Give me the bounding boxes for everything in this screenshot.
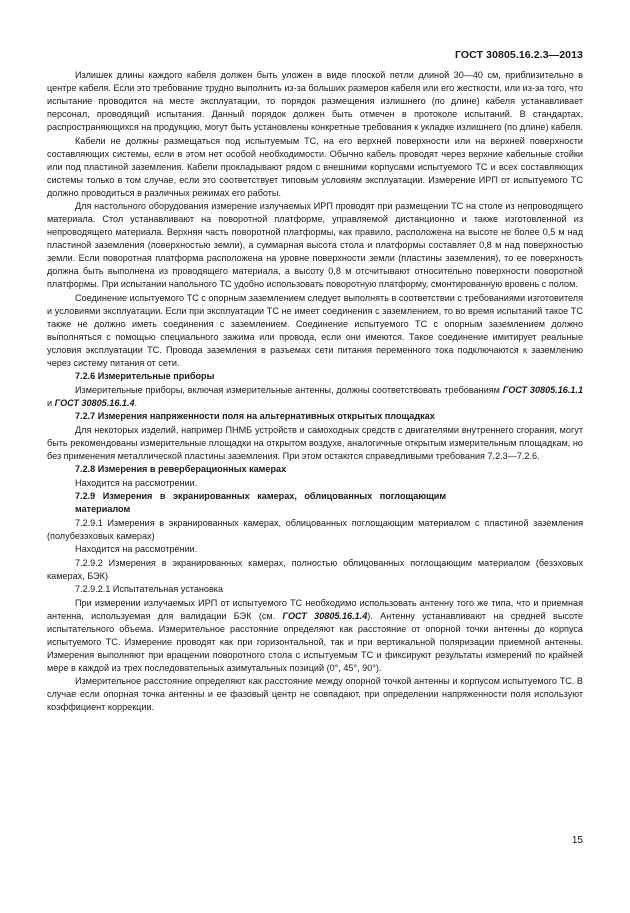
section-heading-7-2-9-cont: материалом bbox=[75, 504, 131, 514]
section-heading-7-2-8: 7.2.8 Измерения в реверберационных камерах bbox=[75, 464, 287, 474]
paragraph: Находится на рассмотрении. bbox=[75, 544, 198, 554]
text: . bbox=[134, 397, 138, 408]
paragraph: Излишек длины каждого кабеля должен быть уложен в виде плоской петли длиной 30—40 см, приблизительно в центре кабеля. Если это требование трудно выполнить из-за больших размеров кабеля или его жесткости, или из-за того, что испытание проводится на месте эксплуатации, то порядок размещения излишнего (по длине) кабеля устанавливает персонал, проводящий испытания. Данный порядок должен быть отмечен в протоколе испытаний. В стандартах, распространяющихся на продукцию, могут быть установлены конкретные требования к укладке излишнего (по длине) кабеля. bbox=[47, 70, 583, 132]
paragraph bbox=[47, 597, 583, 675]
paragraph: 7.2.9.1 Измерения в экранированных камерах, облицованных поглощающим материалом с пластиной заземления (полубезэховых камерах) bbox=[47, 517, 583, 541]
paragraph bbox=[47, 384, 583, 410]
standard-reference: ГОСТ 30805.16.1.1 bbox=[502, 384, 584, 395]
document-header: ГОСТ 30805.16.2.3—2013 bbox=[455, 49, 583, 61]
paragraph: Для настольного оборудования измерение излучаемых ИРП проводят при размещении ТС на столе из непроводящего материала. Стол устанавливают на поворотной платформе, управляемой дистанционно и также изготовленной из непроводящего материала. Верхняя часть поворотной платформы, как правило, расположена на высоте не более 0,5 м над пластиной заземления (поверхностью земли), а суммарная высота стола и платформы составляет 0,8 м над поверхностью земли. Если поворотная платформа расположена на уровне поверхности земли (пластины заземления), то ее поверхность должна быть выполнена из проводящего материала, а высоту 0,8 м отсчитывают относительно поверхности поворотной платформы. При испытании напольного ТС удобно использовать поворотную платформу, смонтированную вровень с полом. bbox=[47, 201, 583, 289]
page-number: 15 bbox=[571, 835, 583, 846]
section-heading-7-2-9: 7.2.9 Измерения в экранированных камерах, облицованных поглощающим bbox=[75, 491, 447, 501]
paragraph: Для некоторых изделий, например ПНМБ устройств и самоходных средств с двигателями внутреннего сгорания, могут быть рекомендованы измерительные площадки на открытом воздухе, аналогичные открытым измерительным площадкам, но без применения металлической пластины заземления. При этом остаются справедливыми требования 7.2.3—7.2.6. bbox=[47, 424, 583, 461]
standard-reference: ГОСТ 30805.16.1.4 bbox=[54, 397, 135, 408]
section-heading-7-2-7: 7.2.7 Измерения напряженности поля на альтернативных открытых площадках bbox=[75, 411, 435, 421]
text: При измерении излучаемых ИРП от испытуемого ТС необходимо использовать антенну того же типа, что и приемная антенна, используемая для валидации БЭК (см. bbox=[47, 597, 583, 621]
text: и bbox=[47, 397, 55, 408]
standard-reference: ГОСТ 30805.16.1.4 bbox=[282, 610, 368, 621]
paragraph: 7.2.9.2 Измерения в экранированных камерах, полностью облицованных поглощающим материалом (безэховых камерах, БЭК) bbox=[47, 557, 583, 581]
paragraph: Кабели не должны размещаться под испытуемым ТС, на его верхней поверхности или на верхней поверхности составляющих системы, если в этом нет особой необходимости. Обычно кабель проводят через верхние кабельные стойки или под пластиной заземления. Кабели прокладывают рядом с внешними корпусами испытуемого ТС и всех составляющих системы только в том случае, если это соответствует типовым условиям эксплуатации. Измерение ИРП от испытуемого ТС должно проводиться в различных режимах его работы. bbox=[47, 135, 583, 198]
text: Измерительные приборы, включая измерительные антенны, должны соответствовать требованиям bbox=[75, 384, 500, 395]
document-body bbox=[47, 69, 583, 715]
paragraph: Соединение испытуемого ТС с опорным заземлением следует выполнять в соответствии с требованиями изготовителя и условиями эксплуатации. Если при эксплуатации ТС не имеет соединения с заземлением, то во время испытаний такое ТС также не должно иметь соединения с заземлением. Соединение испытуемого ТС с опорным заземлением должно выполняться с помощью специального зажима или провода, если они имеются. Такое соединение имитирует реальные условия эксплуатации ТС. Провода заземления в разъемах сети питания переменного тока подключаются к заземлению через систему питания от сети. bbox=[47, 292, 583, 368]
paragraph: Находится на рассмотрении. bbox=[75, 477, 198, 488]
paragraph: 7.2.9.2.1 Испытательная установка bbox=[75, 584, 224, 594]
text: ). Антенну устанавливают на средней высоте испытательного объема. Измерительное расстояние определяют как расстояние от опорной точки антенны до корпуса испытуемого ТС. Измерение проводят как при горизонтальной, так и при вертикальной поляризации приемной антенны. Измерения выполняют при вращении поворотного стола с испытуемым ТС и фиксируют результаты измерений по крайней мере в каждой из трех последовательных азимутальных позиций (0°, 45°, 90°). bbox=[47, 610, 583, 673]
section-heading-7-2-6: 7.2.6 Измерительные приборы bbox=[75, 371, 215, 381]
paragraph: Измерительное расстояние определяют как расстояние между опорной точкой антенны и корпусом испытуемого ТС. В случае если опорная точка антенны и ее фазовый центр не совпадают, при определении напряженности поля используют коэффициент коррекции. bbox=[47, 676, 583, 712]
